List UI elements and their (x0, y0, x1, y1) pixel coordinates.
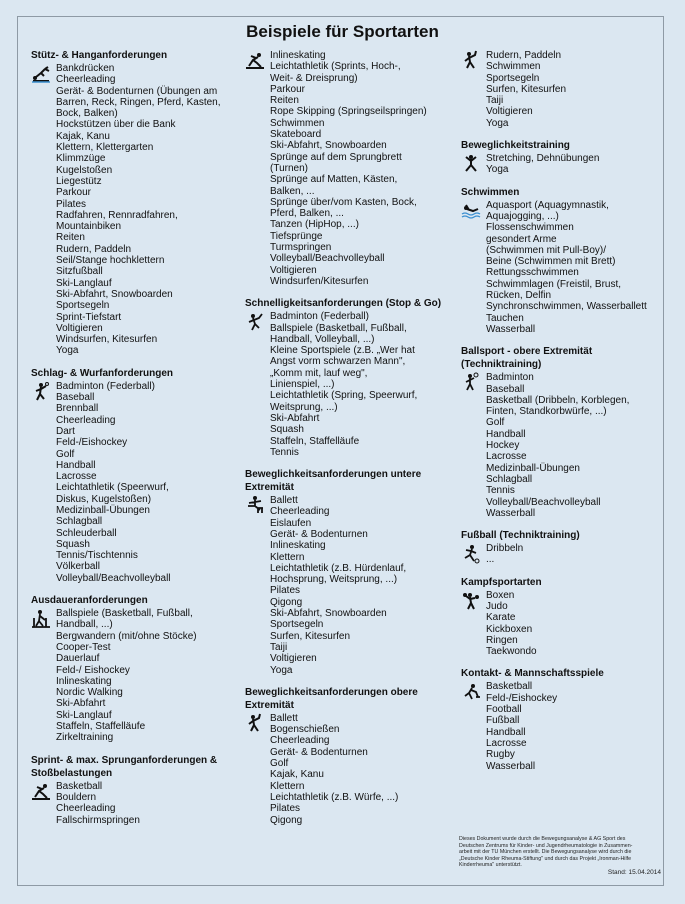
sport-item: Finten, Standkorbwürfe, ...) (486, 406, 607, 418)
sport-item: Leichtathletik (z.B. Hürdenlauf, (270, 562, 407, 574)
sport-item: Sprint-Tiefstart (56, 311, 122, 323)
sport-item: Taiji (486, 95, 504, 107)
sport-section (461, 187, 661, 336)
section-title: Stütz- & Hanganforderungen (31, 50, 168, 61)
sport-item: Kleine Sportspiele (z.B. „Wer hat (270, 345, 415, 357)
sport-item: Pilates (56, 198, 87, 210)
sport-item: Angst vorm schwarzen Mann", (270, 356, 406, 368)
sport-list (245, 713, 453, 826)
section-title: Kampfsportarten (461, 576, 542, 588)
sport-list (31, 381, 236, 584)
sport-item: Rugby (486, 749, 515, 761)
sport-item: Aquasport (Aquagymnastik, (486, 199, 609, 211)
sport-list (461, 543, 661, 566)
swimmer-icon (461, 201, 481, 221)
sport-item: Hochsprung, Weitsprung, ...) (270, 574, 398, 586)
sport-section (245, 298, 453, 458)
column-3 (461, 50, 661, 783)
sport-item: Klettern, Klettergarten (56, 142, 154, 154)
sport-item: Handball (56, 459, 96, 471)
sport-item: Weit- & Dreisprung) (270, 72, 358, 84)
sport-item: Qigong (270, 814, 303, 826)
sport-item: Staffeln, Staffelläufe (270, 435, 360, 447)
sport-item: Sportsegeln (486, 72, 540, 84)
sport-item: Kickboxen (486, 623, 533, 635)
sport-item: Inlineskating (56, 675, 112, 687)
sport-item: Schlagball (56, 516, 103, 528)
sport-item: Judo (486, 600, 508, 612)
sport-item: Sitzfußball (56, 266, 103, 278)
sport-item: Feld-/Eishockey (56, 437, 128, 449)
footer-date: Stand: 15.04.2014 (607, 868, 661, 876)
sport-item: Rope Skipping (Springseilspringen) (270, 106, 427, 118)
section-title: Beweglichkeitsanforderungen untere (245, 469, 422, 481)
sport-item: Flossenschwimmen (486, 222, 574, 234)
sport-item: Volleyball/Beachvolleyball (56, 572, 171, 584)
sport-list (461, 200, 661, 336)
sport-item: Wasserball (486, 323, 536, 335)
sport-item: Wasserball (486, 507, 536, 519)
sport-list (461, 372, 661, 519)
sport-section (245, 469, 453, 676)
sport-section (245, 687, 453, 826)
sport-item: Basketball (486, 681, 533, 693)
ball-player-icon (461, 372, 481, 392)
sport-item: Sprünge über/vom Kasten, Bock, (270, 196, 417, 208)
sport-item: Tanzen (HipHop, ...) (270, 219, 359, 231)
section-title: Extremität (245, 699, 294, 711)
sport-item: Badminton (Federball) (270, 311, 369, 323)
sport-item: Synchronschwimmen, Wasserballett (486, 301, 647, 313)
sport-item: Surfen, Kitesurfen (486, 83, 567, 95)
sport-section (461, 140, 661, 176)
sport-item: Nordic Walking (56, 687, 123, 699)
sport-item: Cheerleading (270, 735, 330, 747)
sport-item: ... (486, 554, 495, 566)
footer-line: arbeit mit der TU München erstellt. Die Bewegungsanalyse wird durch die (459, 849, 632, 856)
sport-item: Ballspiele (Basketball, Fußball, (56, 608, 193, 620)
sport-item: Leichtathletik (Speerwurf, (56, 482, 169, 494)
sport-item: Dauerlauf (56, 653, 100, 665)
sport-item: Volleyball/Beachvolleyball (270, 253, 385, 265)
section-title: Ballsport - obere Extremität (461, 346, 593, 358)
sport-item: Badminton (Federball) (56, 380, 155, 392)
sport-item: Ski-Langlauf (56, 709, 112, 721)
sport-item: Leichtathletik (Spring, Speerwurf, (270, 390, 418, 402)
sport-item: Yoga (486, 164, 509, 176)
sport-item: Pilates (270, 585, 301, 597)
sport-item: Voltigieren (56, 322, 103, 334)
sport-item: Rettungsschwimmen (486, 267, 579, 279)
sport-item: Ballett (270, 712, 298, 724)
sport-item: Reiten (56, 232, 85, 244)
sport-item: Reiten (270, 95, 299, 107)
sport-item: Lacrosse (486, 451, 527, 463)
sport-item: Ski-Abfahrt, Snowboarden (270, 140, 387, 152)
sport-item: Klettern (270, 780, 305, 792)
sport-item: Qigong (270, 596, 303, 608)
sport-item: Dribbeln (486, 543, 524, 555)
sport-item: Balken, ... (270, 185, 315, 197)
sport-item: Handball, ...) (56, 619, 113, 631)
sport-item: Zirkeltraining (56, 732, 114, 744)
sport-list (461, 590, 661, 658)
hockey-player-icon (461, 682, 481, 702)
hurdler-icon (245, 495, 265, 515)
sport-item: (Schwimmen mit Pull-Boy)/ (486, 244, 607, 256)
sport-list (245, 495, 453, 676)
sport-item: Turmspringen (270, 242, 332, 254)
sport-section (245, 50, 453, 287)
section-title: Fußball (Techniktraining) (461, 530, 580, 542)
sport-item: Leichtathletik (z.B. Würfe, ...) (270, 791, 399, 803)
sport-item: Wasserball (486, 760, 536, 772)
sport-item: Feld-/Eishockey (486, 692, 558, 704)
sport-item: Medizinball-Übungen (486, 462, 580, 474)
sport-item: Pilates (270, 803, 301, 815)
sport-item: Voltigieren (486, 106, 533, 118)
column-2 (245, 50, 453, 837)
sport-item: Parkour (270, 83, 306, 95)
sport-item: Badminton (486, 372, 534, 384)
sport-item: Pferd, Balken, ... (270, 208, 344, 220)
sport-list (461, 50, 661, 129)
section-title: Extremität (245, 482, 294, 494)
column-1 (31, 50, 236, 837)
sport-list (461, 681, 661, 771)
sport-item: Hockstützen über die Bank (56, 119, 176, 131)
sport-item: Yoga (486, 117, 509, 129)
sport-item: Schlagball (486, 473, 533, 485)
footer-line: Kinderrheuma" unterstützt. (459, 862, 522, 869)
sport-section (461, 530, 661, 566)
sport-item: Ski-Langlauf (56, 277, 112, 289)
sport-item: Stretching, Dehnübungen (486, 153, 600, 165)
sport-item: Gerät- & Bodenturnen (Übungen am (56, 85, 218, 97)
sport-item: Cooper-Test (56, 641, 111, 653)
sport-item: Golf (486, 417, 505, 429)
sport-item: Gerät- & Bodenturnen (270, 746, 368, 758)
sport-item: Gerät- & Bodenturnen (270, 528, 368, 540)
sport-item: Leichtathletik (Sprints, Hoch-, (270, 61, 401, 73)
sport-item: Schwimmen (486, 61, 541, 73)
sport-item: Yoga (270, 664, 293, 676)
sport-item: Völkerball (56, 561, 100, 573)
sport-item: Golf (56, 448, 75, 460)
thrower-icon (461, 50, 481, 70)
footer-line: „Deutsche Kinder Rheuma-Stiftung" und durch das Projekt „Ironman-Hilfe (459, 855, 632, 862)
sport-item: Linienspiel, ...) (270, 379, 335, 391)
sport-section (461, 668, 661, 771)
sport-item: Football (486, 704, 522, 716)
sport-item: Ballspiele (Basketball, Fußball, (270, 322, 407, 334)
sport-item: Tiefsprünge (270, 230, 323, 242)
sport-section (461, 577, 661, 658)
footer-line: Deutschen Zentrums für Kinder- und Jugendrheumatologie in Zusammen- (459, 842, 633, 849)
sport-item: „Komm mit, lauf weg", (270, 367, 368, 379)
sport-item: Taiji (270, 641, 288, 653)
sport-item: Basketball (56, 780, 103, 792)
sport-item: Parkour (56, 187, 92, 199)
sport-item: Medizinball-Übungen (56, 504, 150, 516)
sport-section (31, 50, 236, 357)
sport-item: Voltigieren (270, 264, 317, 276)
sport-section (31, 755, 236, 826)
sport-section (31, 368, 236, 584)
sport-item: Aquajogging, ...) (486, 210, 559, 222)
sport-item: Cheerleading (56, 74, 116, 86)
sport-item: Beine (Schwimmen mit Brett) (486, 256, 616, 268)
section-title: Sprint- & max. Sprunganforderungen & (31, 754, 218, 766)
sport-section (461, 50, 661, 129)
sport-item: Cheerleading (56, 803, 116, 815)
sport-item: Schwimmlagen (Freistil, Brust, (486, 278, 622, 290)
footer-line: Dieses Dokument wurde durch die Bewegungsanalyse & AG Sport des (459, 836, 626, 842)
sport-item: Feld-/ Eishockey (56, 664, 130, 676)
sport-item: Taekwondo (486, 646, 537, 658)
sport-item: Sportsegeln (56, 300, 110, 312)
stretching-figure-icon (461, 154, 481, 174)
sport-item: gesondert Arme (486, 233, 557, 245)
sport-item: Sprünge auf dem Sprungbrett (270, 151, 402, 163)
sport-item: Schleuderball (56, 527, 117, 539)
sport-item: Voltigieren (270, 653, 317, 665)
sport-list (245, 50, 453, 287)
sport-item: Tennis (486, 485, 515, 497)
sport-item: Squash (56, 538, 90, 550)
sport-item: Mountainbiken (56, 221, 122, 233)
sport-item: Surfen, Kitesurfen (270, 630, 351, 642)
sport-list (31, 781, 236, 826)
sport-section (461, 346, 661, 519)
sport-item: Schwimmen (270, 117, 325, 129)
sport-item: Volleyball/Beachvolleyball (486, 496, 601, 508)
thrower-icon (245, 713, 265, 733)
sport-item: Inlineskating (270, 50, 326, 61)
sport-item: Tennis (270, 446, 299, 458)
sport-item: Seil/Stange hochklettern (56, 255, 165, 267)
sport-item: Baseball (486, 383, 525, 395)
section-title: Schwimmen (461, 186, 520, 198)
sport-item: Tennis/Tischtennis (56, 550, 138, 562)
sport-item: Windsurfen/Kitesurfen (270, 275, 369, 287)
sport-item: Ski-Abfahrt, Snowboarden (56, 288, 173, 300)
sport-item: Eislaufen (270, 517, 312, 529)
sport-item: Bogenschießen (270, 724, 340, 736)
sport-item: Squash (270, 424, 304, 436)
sport-item: Hockey (486, 440, 520, 452)
page-title: Beispiele für Sportarten (246, 22, 439, 41)
sport-item: Ski-Abfahrt, Snowboarden (270, 608, 387, 620)
sport-item: Klettern (270, 551, 305, 563)
sport-item: Rudern, Paddeln (56, 243, 132, 255)
badminton-player-icon (31, 382, 51, 402)
sport-item: Diskus, Kugelstoßen) (56, 493, 152, 505)
sport-list (461, 153, 661, 176)
sport-item: Bankdrücken (56, 63, 115, 74)
footer-note (459, 836, 661, 877)
sport-item: Sprünge auf Matten, Kästen, (270, 174, 398, 186)
sport-item: (Turnen) (270, 162, 308, 174)
sport-item: Liegestütz (56, 175, 102, 187)
sport-item: Lacrosse (56, 471, 97, 483)
sport-item: Brennball (56, 403, 99, 415)
sport-item: Yoga (56, 345, 79, 357)
section-title: (Techniktraining) (461, 359, 542, 371)
sport-item: Fallschirmspringen (56, 814, 140, 826)
sport-item: Skateboard (270, 129, 322, 141)
section-title: Kontakt- & Mannschaftsspiele (461, 668, 604, 680)
cross-country-skier-icon (31, 609, 51, 629)
sport-item: Basketball (Dribbeln, Korblegen, (486, 394, 630, 406)
sport-item: Handball (486, 726, 526, 738)
sport-item: Rücken, Delfin (486, 290, 552, 302)
section-title: Ausdaueranforderungen (31, 595, 148, 607)
sport-item: Lacrosse (486, 737, 527, 749)
sport-item: Windsurfen, Kitesurfen (56, 334, 158, 346)
sport-item: Kugelstoßen (56, 164, 113, 176)
sport-item: Bock, Balken) (56, 108, 118, 120)
sport-item: Bouldern (56, 791, 97, 803)
sport-item: Karate (486, 612, 516, 624)
sport-item: Cheerleading (270, 506, 330, 518)
sport-item: Staffeln, Staffelläufe (56, 721, 146, 733)
section-title: Beweglichkeitstraining (461, 140, 570, 152)
sport-item: Inlineskating (270, 540, 326, 552)
sport-item: Ski-Abfahrt (270, 412, 320, 424)
section-title: Schnelligkeitsanforderungen (Stop & Go) (245, 298, 442, 310)
sport-item: Boxen (486, 589, 515, 601)
sport-item: Ballett (270, 495, 298, 507)
sport-item: Dart (56, 425, 75, 437)
sport-list (31, 63, 236, 357)
boxer-icon (461, 591, 481, 611)
section-title: Stoßbelastungen (31, 767, 113, 779)
sport-section (31, 595, 236, 744)
section-title: Schlag- & Wurfanforderungen (31, 367, 174, 379)
sport-item: Barren, Reck, Ringen, Pferd, Kasten, (56, 96, 221, 108)
sport-item: Bergwandern (mit/ohne Stöcke) (56, 630, 197, 642)
section-title: Beweglichkeitsanforderungen obere (245, 686, 418, 698)
sport-item: Handball, Volleyball, ...) (270, 333, 375, 345)
sport-list (31, 608, 236, 744)
sport-item: Baseball (56, 392, 95, 404)
badminton-smash-icon (245, 312, 265, 332)
sprinter-start-icon (245, 50, 265, 70)
sport-item: Kajak, Kanu (56, 130, 110, 142)
sprinter-start-icon (31, 781, 51, 801)
sport-item: Rudern, Paddeln (486, 50, 562, 61)
sport-item: Ski-Abfahrt (56, 698, 106, 710)
sport-item: Weitsprung, ...) (270, 401, 338, 413)
sport-item: Klimmzüge (56, 153, 106, 165)
sport-item: Sportsegeln (270, 619, 324, 631)
sport-item: Handball (486, 428, 526, 440)
sport-item: Ringen (486, 634, 518, 646)
sport-item: Golf (270, 758, 289, 770)
sport-item: Fußball (486, 715, 520, 727)
gymnast-handstand-icon (31, 64, 51, 84)
sport-item: Cheerleading (56, 414, 116, 426)
sport-item: Radfahren, Rennradfahren, (56, 209, 178, 221)
sport-item: Kajak, Kanu (270, 769, 324, 781)
sport-list (245, 311, 453, 458)
soccer-player-icon (461, 544, 481, 564)
sport-item: Tauchen (486, 312, 524, 324)
